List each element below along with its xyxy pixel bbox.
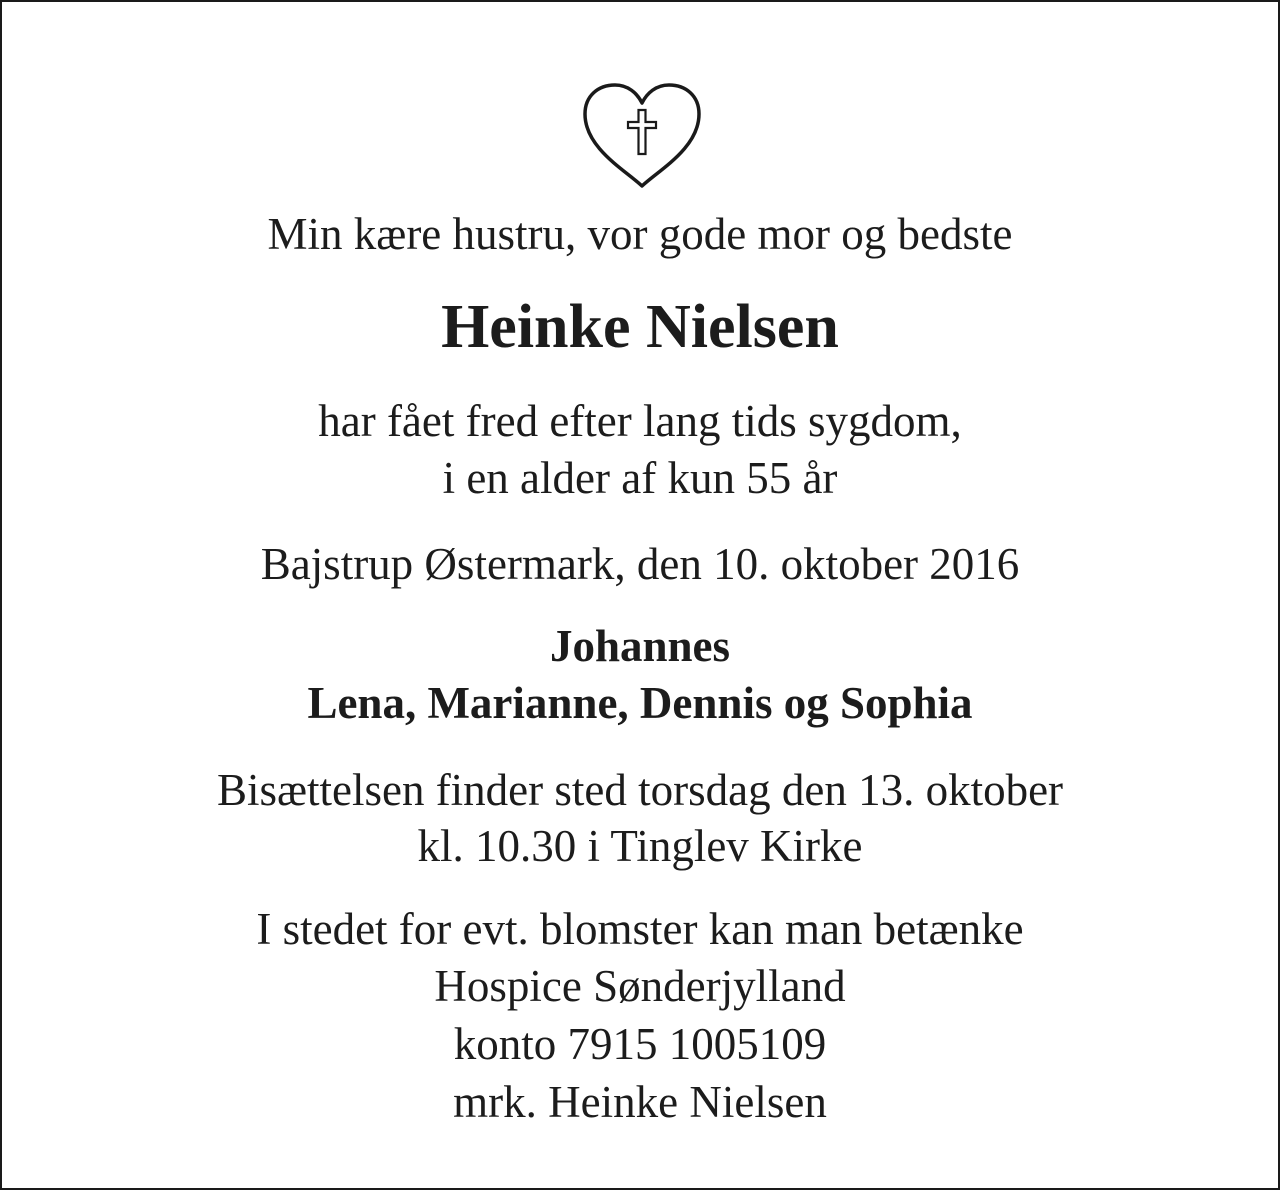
passing-line-1: har fået fred efter lang tids sygdom, (318, 396, 962, 446)
family-line-2: Lena, Marianne, Dennis og Sophia (307, 678, 973, 728)
donation-line-4: mrk. Heinke Nielsen (453, 1077, 827, 1127)
donation-line-3: konto 7915 1005109 (453, 1019, 827, 1069)
intro-text: Min kære hustru, vor gode mor og bedste (267, 209, 1013, 259)
funeral-line-2: kl. 10.30 i Tinglev Kirke (417, 821, 863, 871)
deceased-name: Heinke Nielsen (441, 293, 839, 361)
funeral-line-1: Bisættelsen finder sted torsdag den 13. oktober (216, 765, 1064, 815)
donation-line-2: Hospice Sønderjylland (434, 961, 846, 1011)
place-date: Bajstrup Østermark, den 10. oktober 2016 (260, 539, 1020, 589)
family-line-1: Johannes (549, 621, 731, 671)
passing-line-2: i en alder af kun 55 år (442, 453, 838, 503)
heart-with-cross-icon (581, 82, 703, 190)
donation-line-1: I stedet for evt. blomster kan man betænke (256, 904, 1024, 954)
